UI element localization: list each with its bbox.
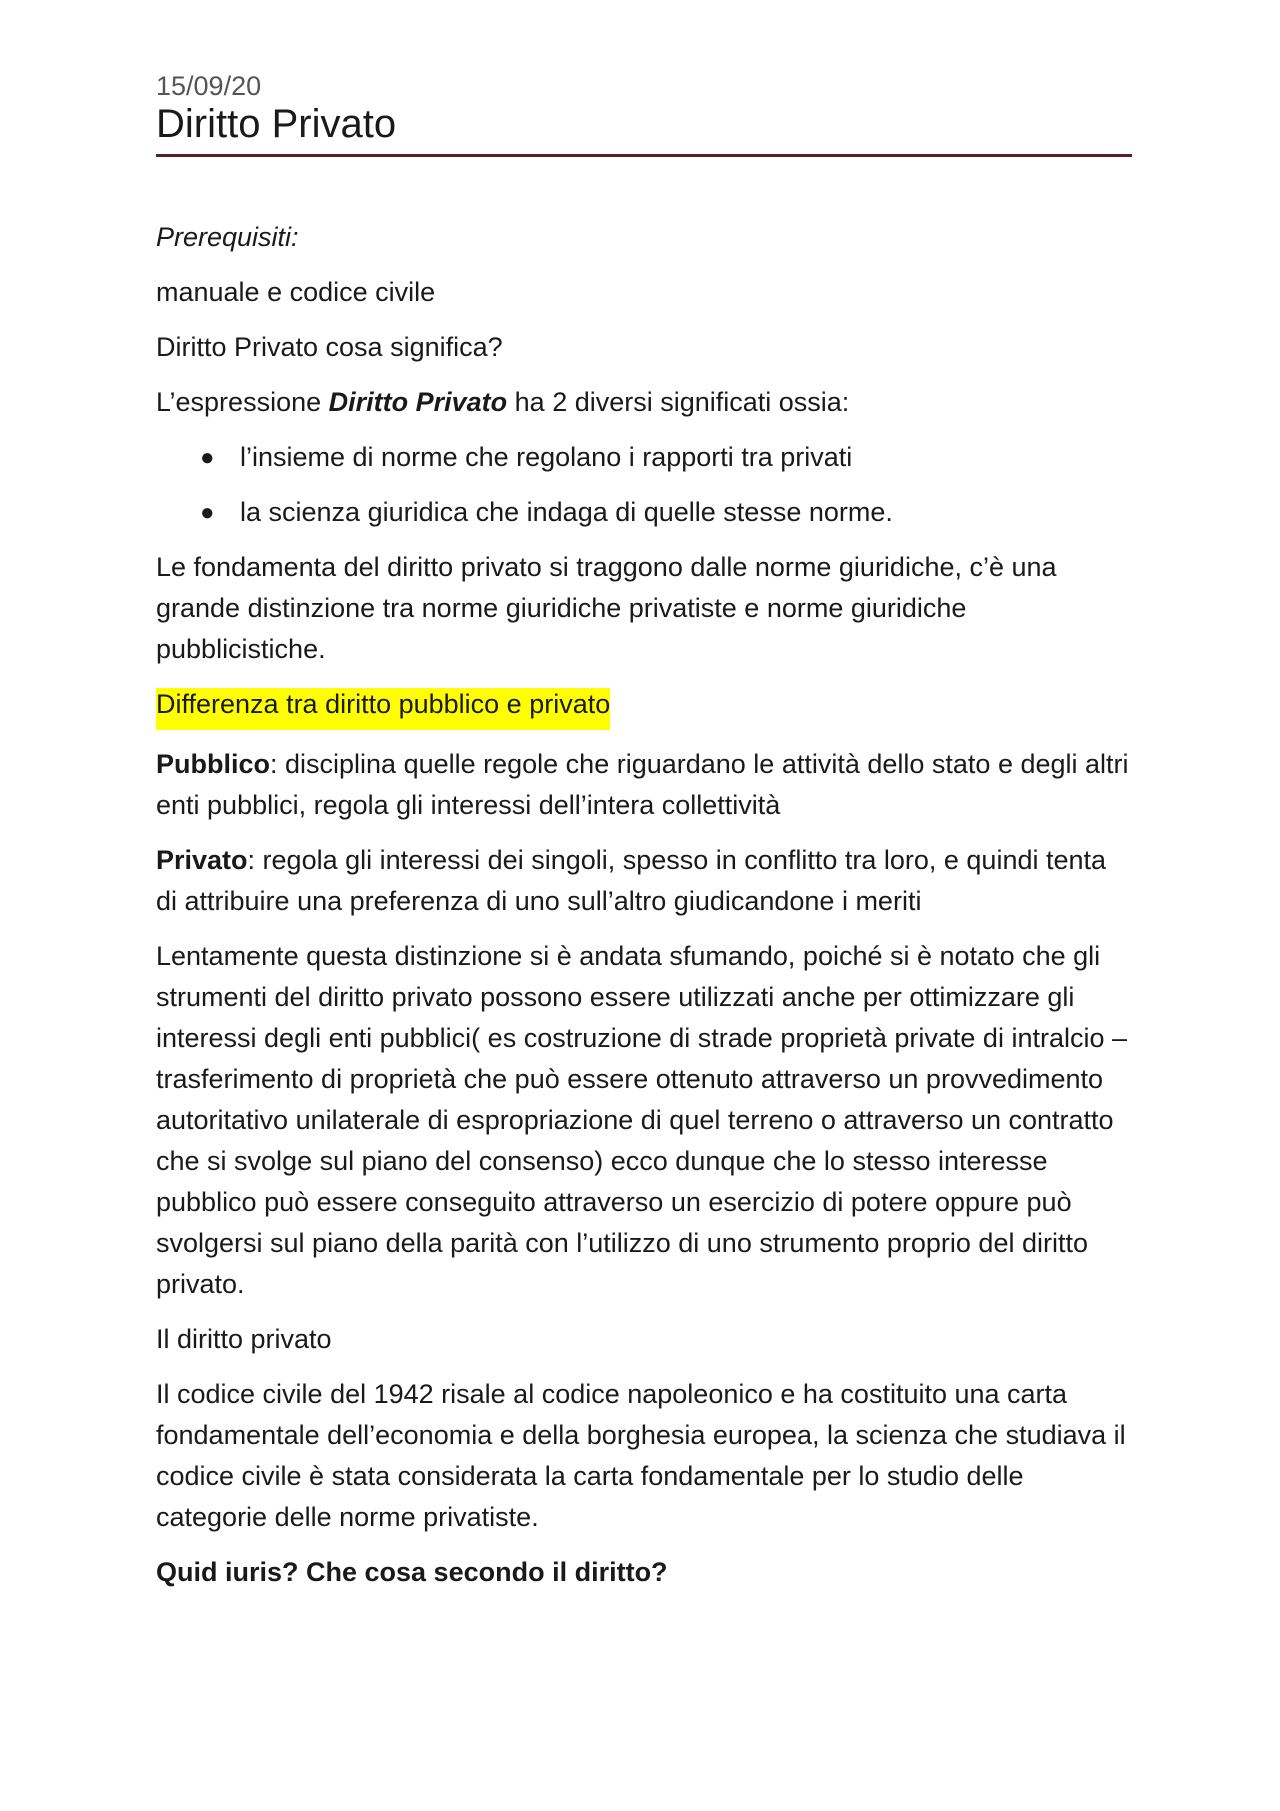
section-heading: Il diritto privato <box>156 1323 332 1354</box>
question-line: Diritto Privato cosa significa? <box>156 331 503 362</box>
closing-question: Quid iuris? Che cosa secondo il diritto? <box>156 1556 668 1587</box>
bullet-icon: ● <box>200 498 215 526</box>
difference-heading-line <box>156 684 1132 730</box>
foundations-paragraph: Le fondamenta del diritto privato si traggono dalle norme giuridiche, c’è una grande distinzione tra norme giuridiche privatiste e norme giuridiche pubblicistiche. <box>156 551 1057 664</box>
bullet-icon: ● <box>200 443 215 471</box>
meanings-list <box>156 437 1132 533</box>
private-text: : regola gli interessi dei singoli, spesso in conflitto tra loro, e quindi tenta di attribuire una preferenza di uno sull’altro giudicandone i meriti <box>156 844 1107 916</box>
expression-line <box>156 382 1132 423</box>
list-item-text: l’insieme di norme che regolano i rapporti tra privati <box>240 441 853 472</box>
list-item <box>156 437 1132 478</box>
civil-code-paragraph: Il codice civile del 1942 risale al codice napoleonico e ha costituito una carta fondamentale dell’economia e della borghesia europea, la scienza che studiava il codice civile è stata considerata la carta fondamentale per lo studio delle categorie delle norme privatiste. <box>156 1378 1126 1532</box>
prerequisites-text: manuale e codice civile <box>156 276 436 307</box>
prerequisites-label: Prerequisiti: <box>156 221 299 252</box>
expression-emphasis: Diritto Privato <box>328 386 508 417</box>
public-label: Pubblico <box>156 748 270 779</box>
public-text: : disciplina quelle regole che riguardano le attività dello stato e degli altri enti pubblici, regola gli interessi dell’intera collettività <box>156 748 1129 820</box>
note-body <box>156 217 1132 1593</box>
public-paragraph <box>156 744 1132 826</box>
highlighted-heading: Differenza tra diritto pubblico e privato <box>156 688 610 730</box>
list-item-text: la scienza giuridica che indaga di quelle stesse norme. <box>240 496 893 527</box>
private-label: Privato <box>156 844 248 875</box>
expression-post: ha 2 diversi significati ossia: <box>507 386 850 417</box>
private-paragraph <box>156 840 1132 922</box>
document-page <box>156 72 1132 1607</box>
page-title: Diritto Privato <box>156 102 1132 157</box>
expression-pre: L’espressione <box>156 386 329 417</box>
list-item <box>156 492 1132 533</box>
note-date: 15/09/20 <box>156 71 262 101</box>
distinction-paragraph: Lentamente questa distinzione si è andata sfumando, poiché si è notato che gli strumenti del diritto privato possono essere utilizzati anche per ottimizzare gli interessi degli enti pubblici( es costruzione di strade proprietà private di intralcio – trasferimento di proprietà che può essere ottenuto attraverso un provvedimento autoritativo unilaterale di espropriazione di quel terreno o attraverso un contratto che si svolge sul piano del consenso) ecco dunque che lo stesso interesse pubblico può essere conseguito attraverso un esercizio di potere oppure può svolgersi sul piano della parità con l’utilizzo di uno strumento proprio del diritto privato. <box>156 940 1127 1299</box>
